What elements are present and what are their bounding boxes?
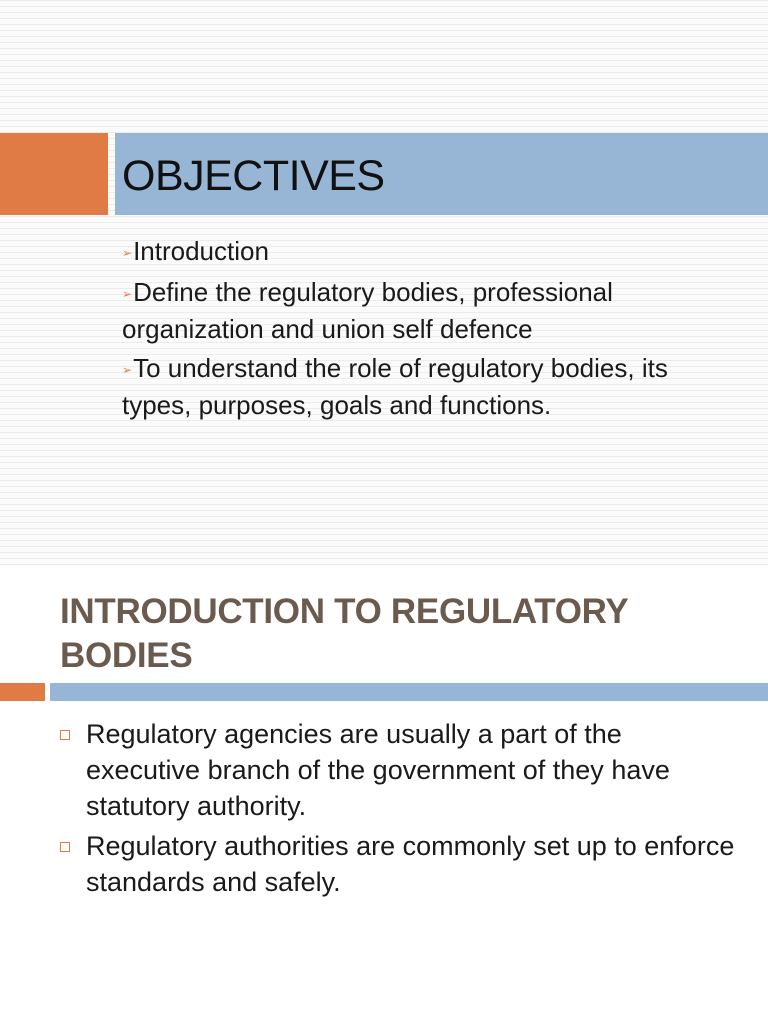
list-item (122, 275, 722, 347)
slide-title: INTRODUCTION TO REGULATORY BODIES (60, 592, 628, 675)
arrow-bullet-icon: ➢ (122, 246, 133, 260)
slide-title: OBJECTIVES (122, 152, 385, 200)
bullet-text: To understand the role of regulatory bodies, its types, purposes, goals and functions. (122, 353, 668, 420)
list-item (122, 234, 722, 271)
arrow-bullet-icon: ➢ (122, 287, 133, 301)
title-rule (50, 683, 768, 701)
list-item (122, 351, 722, 423)
square-bullet-icon (60, 842, 70, 852)
bullet-list (60, 716, 740, 904)
list-item (60, 716, 740, 824)
square-bullet-icon (60, 730, 70, 740)
bullet-list (122, 234, 722, 427)
accent-block (0, 133, 108, 215)
arrow-bullet-icon: ➢ (122, 363, 133, 377)
list-item (60, 828, 740, 900)
slide-introduction (0, 566, 768, 1024)
bullet-text: Introduction (133, 236, 269, 266)
bullet-text: Regulatory agencies are usually a part of the executive branch of the government of they have statutory authority. (86, 719, 670, 821)
bullet-text: Regulatory authorities are commonly set up to enforce standards and safely. (86, 831, 735, 897)
accent-block (0, 683, 45, 701)
bullet-text: Define the regulatory bodies, professional organization and union self defence (122, 277, 613, 344)
